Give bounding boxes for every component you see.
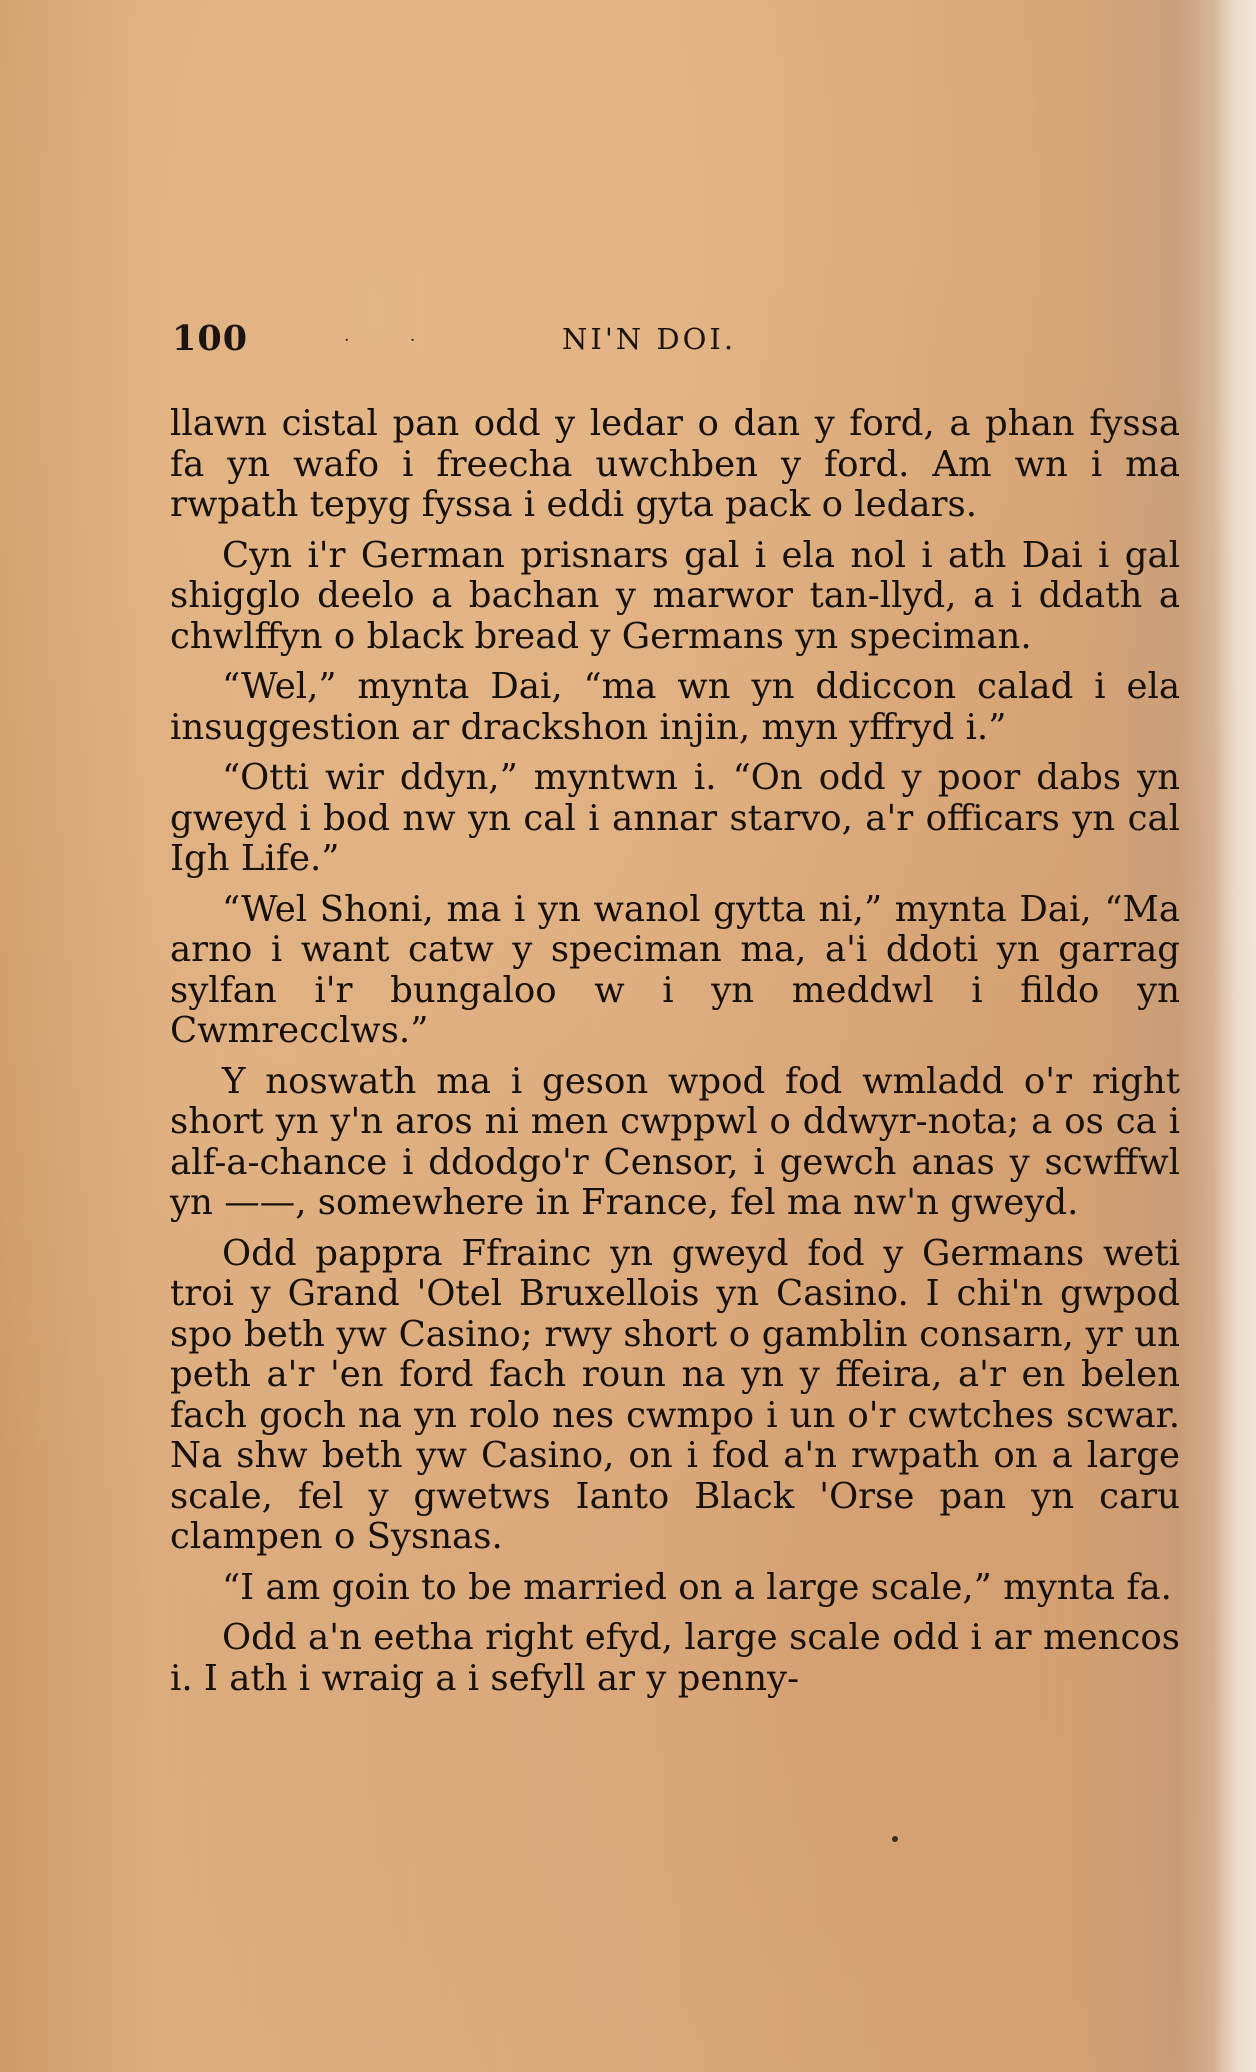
paragraph: Odd pappra Ffrainc yn gweyd fod y Germans weti troi y Grand 'Otel Bruxellois yn Casino. I chi'n gwpod spo beth yw Casino; rwy short o gamblin consarn, yr un peth a'r 'en ford fach roun na yn y ffeira, a'r en belen fach goch na yn rolo nes cwmpo i un o'r cwtches scwar. Na shw beth yw Casino, on i fod a'n rwpath on a large scale, fel y gwetws Ianto Black 'Orse pan yn caru clampen o Sysnas.: [170, 1232, 1180, 1557]
paragraph: Y noswath ma i geson wpod fod wmladd o'r right short yn y'n aros ni men cwppwl o ddwyr-nota; a os ca i alf-a-chance i ddodgo'r Censor, i gewch anas y scwffwl yn ——, somewhere in France, fel ma nw'n gweyd.: [170, 1060, 1180, 1223]
ink-speck: [892, 1836, 898, 1842]
page-number: 100: [172, 318, 249, 359]
page-edge: [1214, 0, 1256, 2072]
paragraph: “Wel,” mynta Dai, “ma wn yn ddiccon calad i ela insuggestion ar drackshon injin, myn yffryd i.”: [170, 666, 1180, 748]
paragraph: Cyn i'r German prisnars gal i ela nol i ath Dai i gal shigglo deelo a bachan y marwor tan-llyd, a i ddath a chwlffyn o black bread y Germans yn speciman.: [170, 534, 1180, 657]
body-text: [170, 404, 1180, 1709]
paragraph: “Otti wir ddyn,” myntwn i. “On odd y poor dabs yn gweyd i bod nw yn cal i annar starvo, a'r officars yn cal Igh Life.”: [170, 757, 1180, 879]
paragraph: Odd a'n eetha right efyd, large scale odd i ar mencos i. I ath i wraig a i sefyll ar y penny-: [170, 1617, 1180, 1699]
paragraph: llawn cistal pan odd y ledar o dan y ford, a phan fyssa fa yn wafo i freecha uwchben y ford. Am wn i ma rwpath tepyg fyssa i eddi gyta pack o ledars.: [170, 403, 1180, 525]
paragraph: “I am goin to be married on a large scale,” mynta fa.: [222, 1566, 1172, 1608]
page-header: [172, 318, 1172, 368]
ornament-dots: ··: [344, 330, 476, 351]
running-head: NI'N DOI.: [562, 322, 737, 356]
paragraph: “Wel Shoni, ma i yn wanol gytta ni,” mynta Dai, “Ma arno i want catw y speciman ma, a'i ddoti yn garrag sylfan i'r bungaloo w i yn meddwl i fildo yn Cwmrecclws.”: [170, 888, 1180, 1051]
